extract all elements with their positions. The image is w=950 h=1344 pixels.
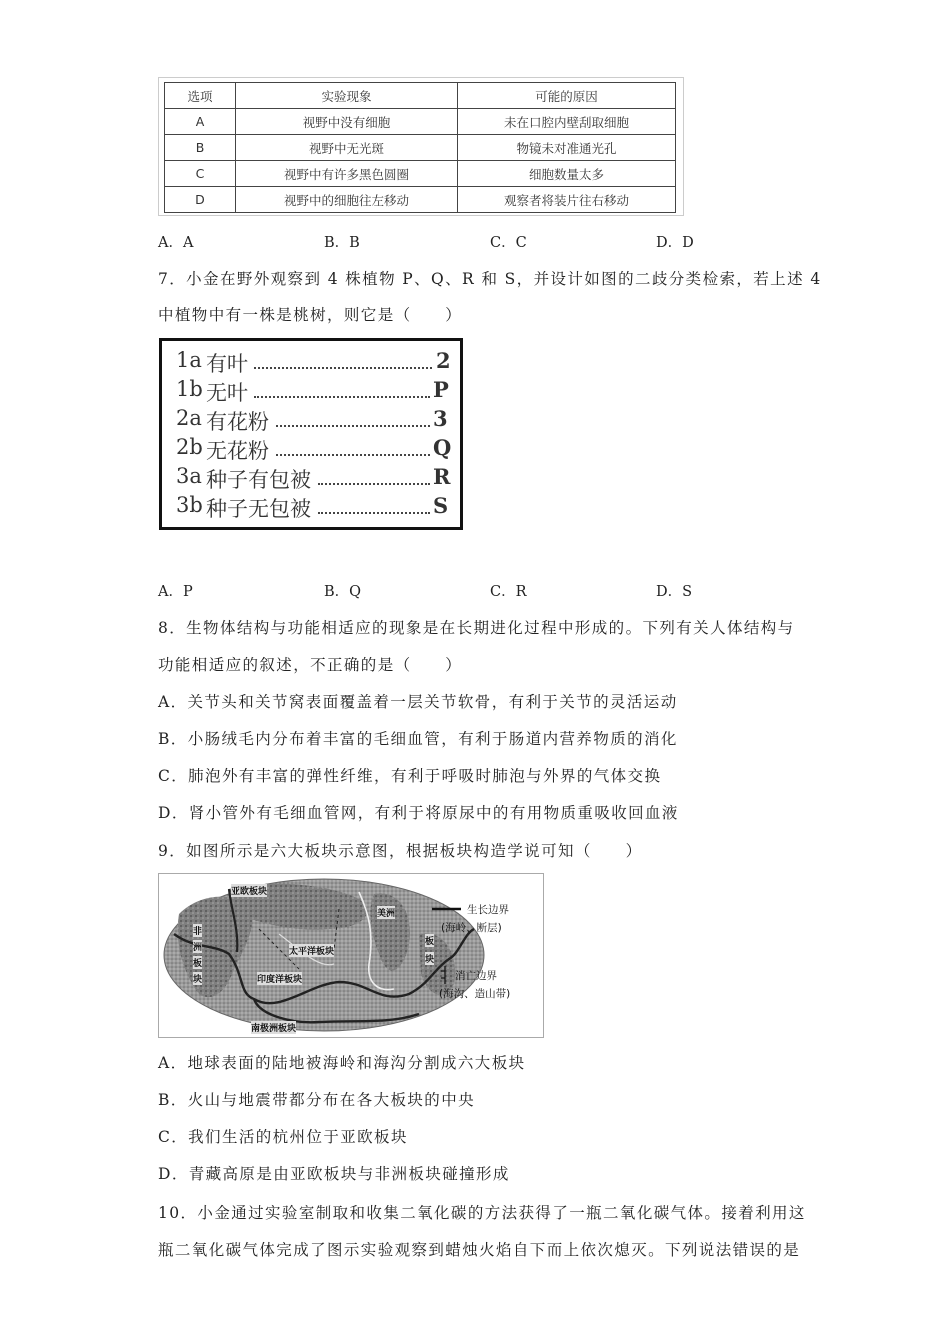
label-antarctic-plate: 南极洲板块 [251, 1021, 296, 1034]
option-c[interactable]: C．R [490, 584, 527, 600]
key-text: 有花粉 [206, 410, 269, 434]
q6-table [164, 82, 676, 213]
q10-stem-line1: 10．小金通过实验室制取和收集二氧化碳的方法获得了一瓶二氧化碳气体。接着利用这 [158, 1204, 806, 1222]
option-a[interactable]: A．关节头和关节窝表面覆盖着一层关节软骨，有利于关节的灵活运动 [158, 693, 678, 711]
key-result: P [433, 377, 449, 402]
key-row [176, 348, 451, 376]
option-d[interactable]: D．S [656, 584, 693, 600]
label-eurasia-plate: 亚欧板块 [231, 884, 267, 897]
q7-options [158, 580, 758, 600]
key-leader-dots [276, 454, 430, 456]
option-a[interactable]: A．地球表面的陆地被海岭和海沟分割成六大板块 [158, 1054, 526, 1072]
key-result: 2 [436, 348, 451, 373]
key-text: 有叶 [206, 352, 248, 376]
key-row [176, 406, 446, 434]
key-leader-dots [276, 425, 430, 427]
key-leader-dots [318, 512, 430, 514]
q6-options [158, 231, 758, 251]
key-code: 2a [176, 406, 202, 430]
table-header-row [165, 83, 676, 109]
q6-table-figure [158, 77, 684, 216]
table-header-cell: 选项 [165, 83, 236, 109]
table-row [165, 161, 676, 187]
option-b[interactable]: B．小肠绒毛内分布着丰富的毛细血管，有利于肠道内营养物质的消化 [158, 730, 678, 748]
option-a[interactable]: A．A [158, 235, 194, 251]
table-cell: D [165, 187, 236, 213]
key-leader-dots [254, 367, 432, 369]
label-pacific-plate: 太平洋板块 [289, 944, 334, 957]
q8-stem-line1: 8．生物体结构与功能相适应的现象是在长期进化过程中形成的。下列有关人体结构与 [158, 619, 795, 637]
option-a[interactable]: A．P [158, 584, 193, 600]
option-c[interactable]: C．肺泡外有丰富的弹性纤维，有利于呼吸时肺泡与外界的气体交换 [158, 767, 662, 785]
table-cell: 物镜未对准通光孔 [458, 135, 676, 161]
option-d[interactable]: D．青藏高原是由亚欧板块与非洲板块碰撞形成 [158, 1165, 510, 1183]
legend-background [487, 874, 543, 1037]
key-code: 3a [176, 464, 202, 488]
option-d[interactable]: D．D [656, 235, 694, 251]
label-africa-char: 板 [193, 956, 202, 969]
legend-growth-label: 生长边界 [467, 904, 509, 916]
q7-stem-line1: 7．小金在野外观察到 4 株植物 P、Q、R 和 S，并设计如图的二歧分类检索，若上述 4 [158, 270, 822, 288]
key-row [176, 435, 452, 463]
q8-stem-line2: 功能相适应的叙述，不正确的是（ ） [158, 656, 463, 674]
legend-growth-note: (海岭、断层) [441, 922, 502, 934]
q10-stem-line2: 瓶二氧化碳气体完成了图示实验观察到蜡烛火焰自下而上依次熄灭。下列说法错误的是 [158, 1241, 801, 1259]
key-result: S [433, 493, 449, 518]
key-text: 无叶 [206, 381, 248, 405]
table-row [165, 135, 676, 161]
label-africa-char: 洲 [193, 940, 202, 953]
key-code: 1b [176, 377, 203, 401]
table-cell: 细胞数量太多 [458, 161, 676, 187]
label-plate-char: 板 [425, 934, 434, 947]
table-cell: C [165, 161, 236, 187]
label-africa-char: 块 [193, 972, 202, 985]
legend-subduction-note: (海沟、造山带) [439, 988, 511, 1000]
plate-map-figure [158, 873, 544, 1038]
key-result: R [433, 464, 451, 489]
key-text: 种子有包被 [206, 468, 311, 492]
key-code: 2b [176, 435, 203, 459]
key-result: Q [433, 435, 452, 460]
option-c[interactable]: C．C [490, 235, 527, 251]
table-row [165, 109, 676, 135]
key-code: 1a [176, 348, 202, 372]
key-row [176, 377, 449, 405]
table-cell: A [165, 109, 236, 135]
legend-subduction-label: 消亡边界 [455, 970, 497, 982]
key-text: 种子无包被 [206, 497, 311, 521]
key-leader-dots [254, 396, 430, 398]
key-text: 无花粉 [206, 439, 269, 463]
dichotomous-key-box [159, 338, 463, 530]
table-cell: 视野中没有细胞 [236, 109, 458, 135]
key-row [176, 464, 451, 492]
label-africa-char: 非 [193, 924, 202, 937]
key-leader-dots [318, 483, 430, 485]
table-cell: 未在口腔内壁刮取细胞 [458, 109, 676, 135]
table-cell: 观察者将装片往右移动 [458, 187, 676, 213]
table-header-cell: 实验现象 [236, 83, 458, 109]
label-america: 美洲 [377, 906, 395, 919]
table-cell: 视野中的细胞往左移动 [236, 187, 458, 213]
option-b[interactable]: B．B [324, 235, 360, 251]
label-plate-char: 块 [425, 952, 434, 965]
q9-stem-line1: 9．如图所示是六大板块示意图，根据板块构造学说可知（ ） [158, 842, 643, 860]
q7-stem-line2: 中植物中有一株是桃树，则它是（ ） [158, 306, 463, 324]
table-header-cell: 可能的原因 [458, 83, 676, 109]
label-indian-plate: 印度洋板块 [257, 972, 302, 985]
option-d[interactable]: D．肾小管外有毛细血管网，有利于将原尿中的有用物质重吸收回血液 [158, 804, 679, 822]
option-c[interactable]: C．我们生活的杭州位于亚欧板块 [158, 1128, 408, 1146]
table-cell: B [165, 135, 236, 161]
table-cell: 视野中有许多黑色圆圈 [236, 161, 458, 187]
table-row [165, 187, 676, 213]
option-b[interactable]: B．火山与地震带都分布在各大板块的中央 [158, 1091, 475, 1109]
plate-map-svg [159, 874, 543, 1037]
key-row [176, 493, 449, 521]
key-result: 3 [433, 406, 448, 431]
key-code: 3b [176, 493, 203, 517]
table-cell: 视野中无光斑 [236, 135, 458, 161]
option-b[interactable]: B．Q [324, 584, 362, 600]
